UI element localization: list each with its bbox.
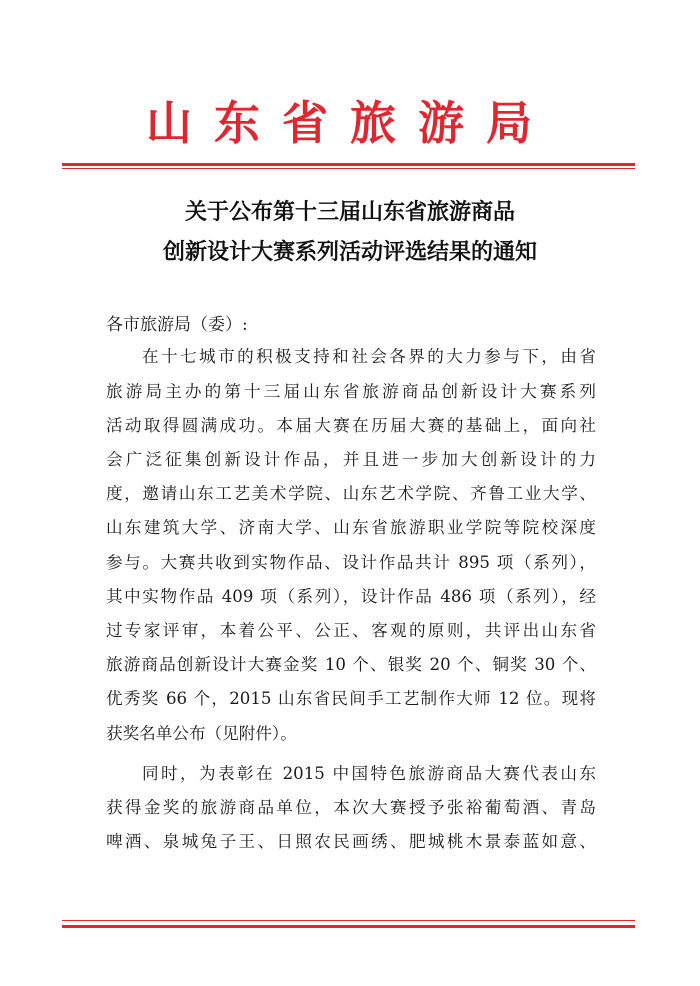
paragraph-line: 同时，为表彰在 2015 中国特色旅游商品大赛代表山东 [142,764,596,783]
paragraph-line: 获得金奖的旅游商品单位，本次大赛授予张裕葡萄酒、青岛 [106,798,596,817]
paragraph-line: 获奖名单公布（见附件）。 [106,724,297,743]
paragraph-line: 会广泛征集创新设计作品，并且进一步加大创新设计的力 [106,450,596,469]
paragraph-line: 过专家评审，本着公平、公正、客观的原则，共评出山东省 [106,621,596,640]
footer-rule-thick [62,925,635,928]
paragraph-line: 度，邀请山东工艺美术学院、山东艺术学院、齐鲁工业大学、 [106,484,596,503]
letterhead-title: 山东省旅游局 [146,96,554,150]
paragraph-line: 其中实物作品 409 项（系列），设计作品 486 项（系列），经 [106,587,596,606]
document-title-line-1: 关于公布第十三届山东省旅游商品 [184,200,515,225]
letterhead-rule-thin [62,168,635,169]
paragraph-line: 参与。大赛共收到实物作品、设计作品共计 895 项（系列）， [106,553,596,572]
document-title-line-2: 创新设计大赛系列活动评选结果的通知 [162,240,537,265]
paragraph-line: 优秀奖 66 个，2015 山东省民间手工艺制作大师 12 位。现将 [106,689,596,708]
salutation: 各市旅游局（委）: [106,315,248,335]
footer-rule-thin [62,920,635,921]
paragraph-line: 在十七城市的积极支持和社会各界的大力参与下，由省 [142,347,596,366]
paragraph-line: 旅游商品创新设计大赛金奖 10 个、银奖 20 个、铜奖 30 个、 [106,655,596,674]
paragraph-line: 山东建筑大学、济南大学、山东省旅游职业学院等院校深度 [106,518,596,537]
paragraph-line: 啤酒、泉城兔子王、日照农民画绣、肥城桃木景泰蓝如意、 [106,832,596,851]
paragraph-line: 活动取得圆满成功。本届大赛在历届大赛的基础上，面向社 [106,416,596,435]
paragraph-line: 旅游局主办的第十三届山东省旅游商品创新设计大赛系列 [106,382,596,401]
letterhead-rule-thick [62,163,635,166]
